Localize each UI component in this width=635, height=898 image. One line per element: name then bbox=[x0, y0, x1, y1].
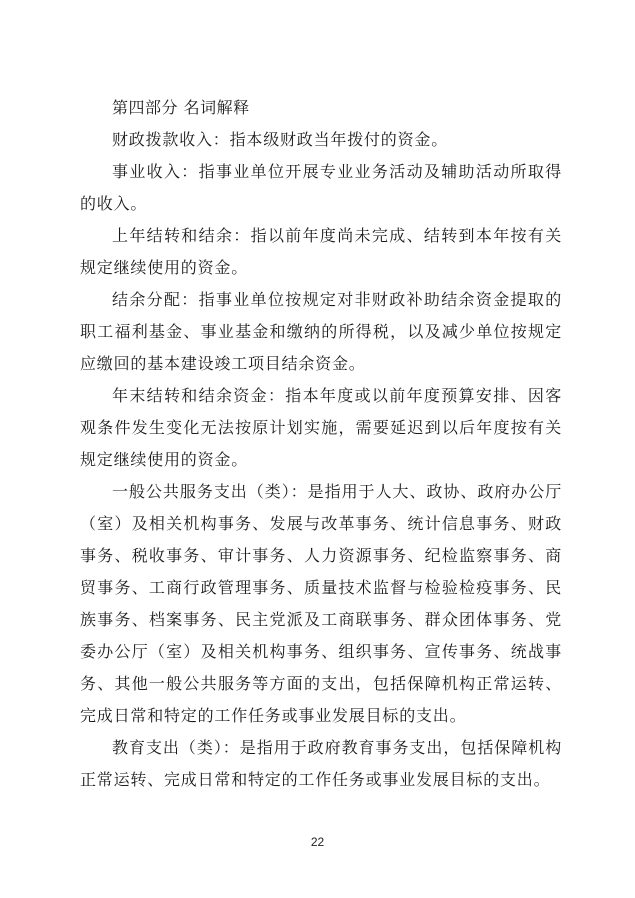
paragraph-business-income: 事业收入：指事业单位开展专业业务活动及辅助活动所取得的收入。 bbox=[80, 162, 562, 213]
paragraph-education-expenditure: 教育支出（类）：是指用于政府教育事务支出，包括保障机构正常运转、完成日常和特定的工作任务或事业发展目标的支出。 bbox=[80, 738, 562, 789]
page-number: 22 bbox=[310, 835, 325, 849]
paragraph-general-public-services: 一般公共服务支出（类）：是指用于人大、政协、政府办公厅（室）及相关机构事务、发展与改革事务、统计信息事务、财政事务、税收事务、审计事务、人力资源事务、纪检监察事务、商贸事务、工商行政管理事务、质量技术监督与检验检疫事务、民族事务、档案事务、民主党派及工商联事务、群众团体事务、党委办公厅（室）及相关机构事务、组织事务、宣传事务、统战事务、其他一般公共服务等方面的支出，包括保障机构正常运转、完成日常和特定的工作任务或事业发展目标的支出。 bbox=[80, 482, 562, 725]
paragraph-prior-year-carryover: 上年结转和结余：指以前年度尚未完成、结转到本年按有关规定继续使用的资金。 bbox=[80, 226, 562, 277]
page-content bbox=[80, 92, 562, 796]
paragraph-fiscal-appropriation-income: 财政拨款收入：指本级财政当年拨付的资金。 bbox=[112, 130, 449, 149]
section-heading: 第四部分 名词解释 bbox=[112, 98, 250, 117]
paragraph-year-end-carryover: 年末结转和结余资金：指本年度或以前年度预算安排、因客观条件发生变化无法按原计划实施，需要延迟到以后年度按有关规定继续使用的资金。 bbox=[80, 386, 562, 469]
paragraph-surplus-distribution: 结余分配：指事业单位按规定对非财政补助结余资金提取的职工福利基金、事业基金和缴纳的所得税，以及减少单位按规定应缴回的基本建设竣工项目结余资金。 bbox=[80, 290, 562, 373]
